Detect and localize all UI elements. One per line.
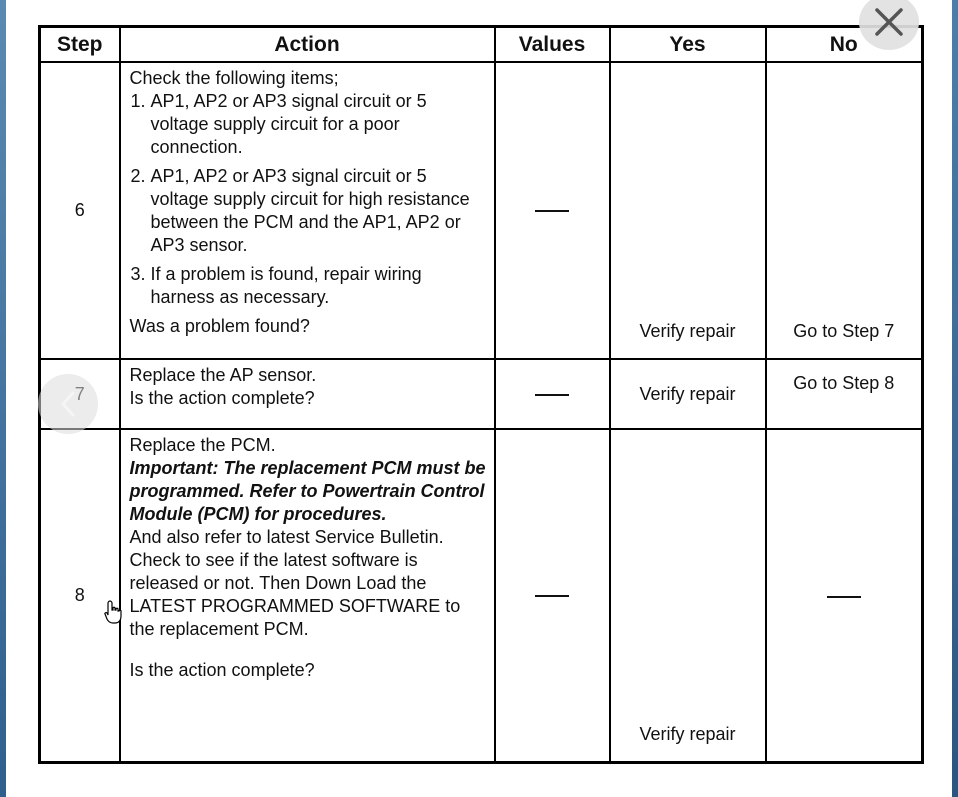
close-icon: [872, 5, 906, 39]
values-cell: [495, 62, 610, 359]
dash-mark: [827, 596, 861, 598]
previous-button[interactable]: [38, 374, 98, 434]
header-step: Step: [40, 27, 120, 63]
step-number: 6: [40, 62, 120, 359]
action-line: Replace the AP sensor.: [129, 365, 317, 385]
action-question: Is the action complete?: [129, 660, 315, 680]
action-line: Replace the PCM.: [129, 435, 276, 455]
header-action: Action: [120, 27, 495, 63]
dash-mark: [535, 595, 569, 597]
bulletin-note: And also refer to latest Service Bulletin. Check to see if the latest software is released or not. Then Down Load the LATEST PROGRAMMED SOFTWARE to the replacement PCM.: [129, 527, 461, 639]
no-cell: [766, 429, 923, 762]
table-row: [40, 429, 923, 762]
dash-mark: [535, 394, 569, 396]
no-cell: Go to Step 8: [766, 359, 923, 429]
chevron-left-icon: [57, 390, 79, 418]
action-question: Is the action complete?: [129, 388, 315, 408]
background-right-edge: [952, 0, 958, 797]
action-cell: [120, 359, 495, 429]
yes-cell: Verify repair: [610, 62, 766, 359]
values-cell: [495, 429, 610, 762]
header-yes: Yes: [610, 27, 766, 63]
hand-cursor-icon: [104, 600, 124, 624]
step-number: 8: [40, 429, 120, 762]
yes-cell: Verify repair: [610, 359, 766, 429]
action-intro: Check the following items;: [129, 68, 339, 88]
diagnostic-table: [38, 25, 924, 764]
action-cell: [120, 62, 495, 359]
no-cell: Go to Step 7: [766, 62, 923, 359]
dash-mark: [535, 210, 569, 212]
action-question: Was a problem found?: [129, 316, 310, 336]
table-row: [40, 359, 923, 429]
yes-cell: Verify repair: [610, 429, 766, 762]
list-item: 1. AP1, AP2 or AP3 signal circuit or 5 voltage supply circuit for a poor connection.: [151, 90, 488, 159]
values-cell: [495, 359, 610, 429]
important-note: Important: The replacement PCM must be programmed. Refer to Powertrain Control Module (PCM) for procedures.: [129, 458, 486, 524]
table-row: [40, 62, 923, 359]
list-item: 3. If a problem is found, repair wiring harness as necessary.: [151, 263, 488, 309]
header-no: No: [766, 27, 923, 63]
list-item: 2. AP1, AP2 or AP3 signal circuit or 5 voltage supply circuit for high resistance between the PCM and the AP1, AP2 or AP3 sensor.: [151, 165, 488, 257]
check-items-list: [130, 90, 488, 309]
header-values: Values: [495, 27, 610, 63]
action-cell: [120, 429, 495, 762]
table-header-row: [40, 27, 923, 63]
